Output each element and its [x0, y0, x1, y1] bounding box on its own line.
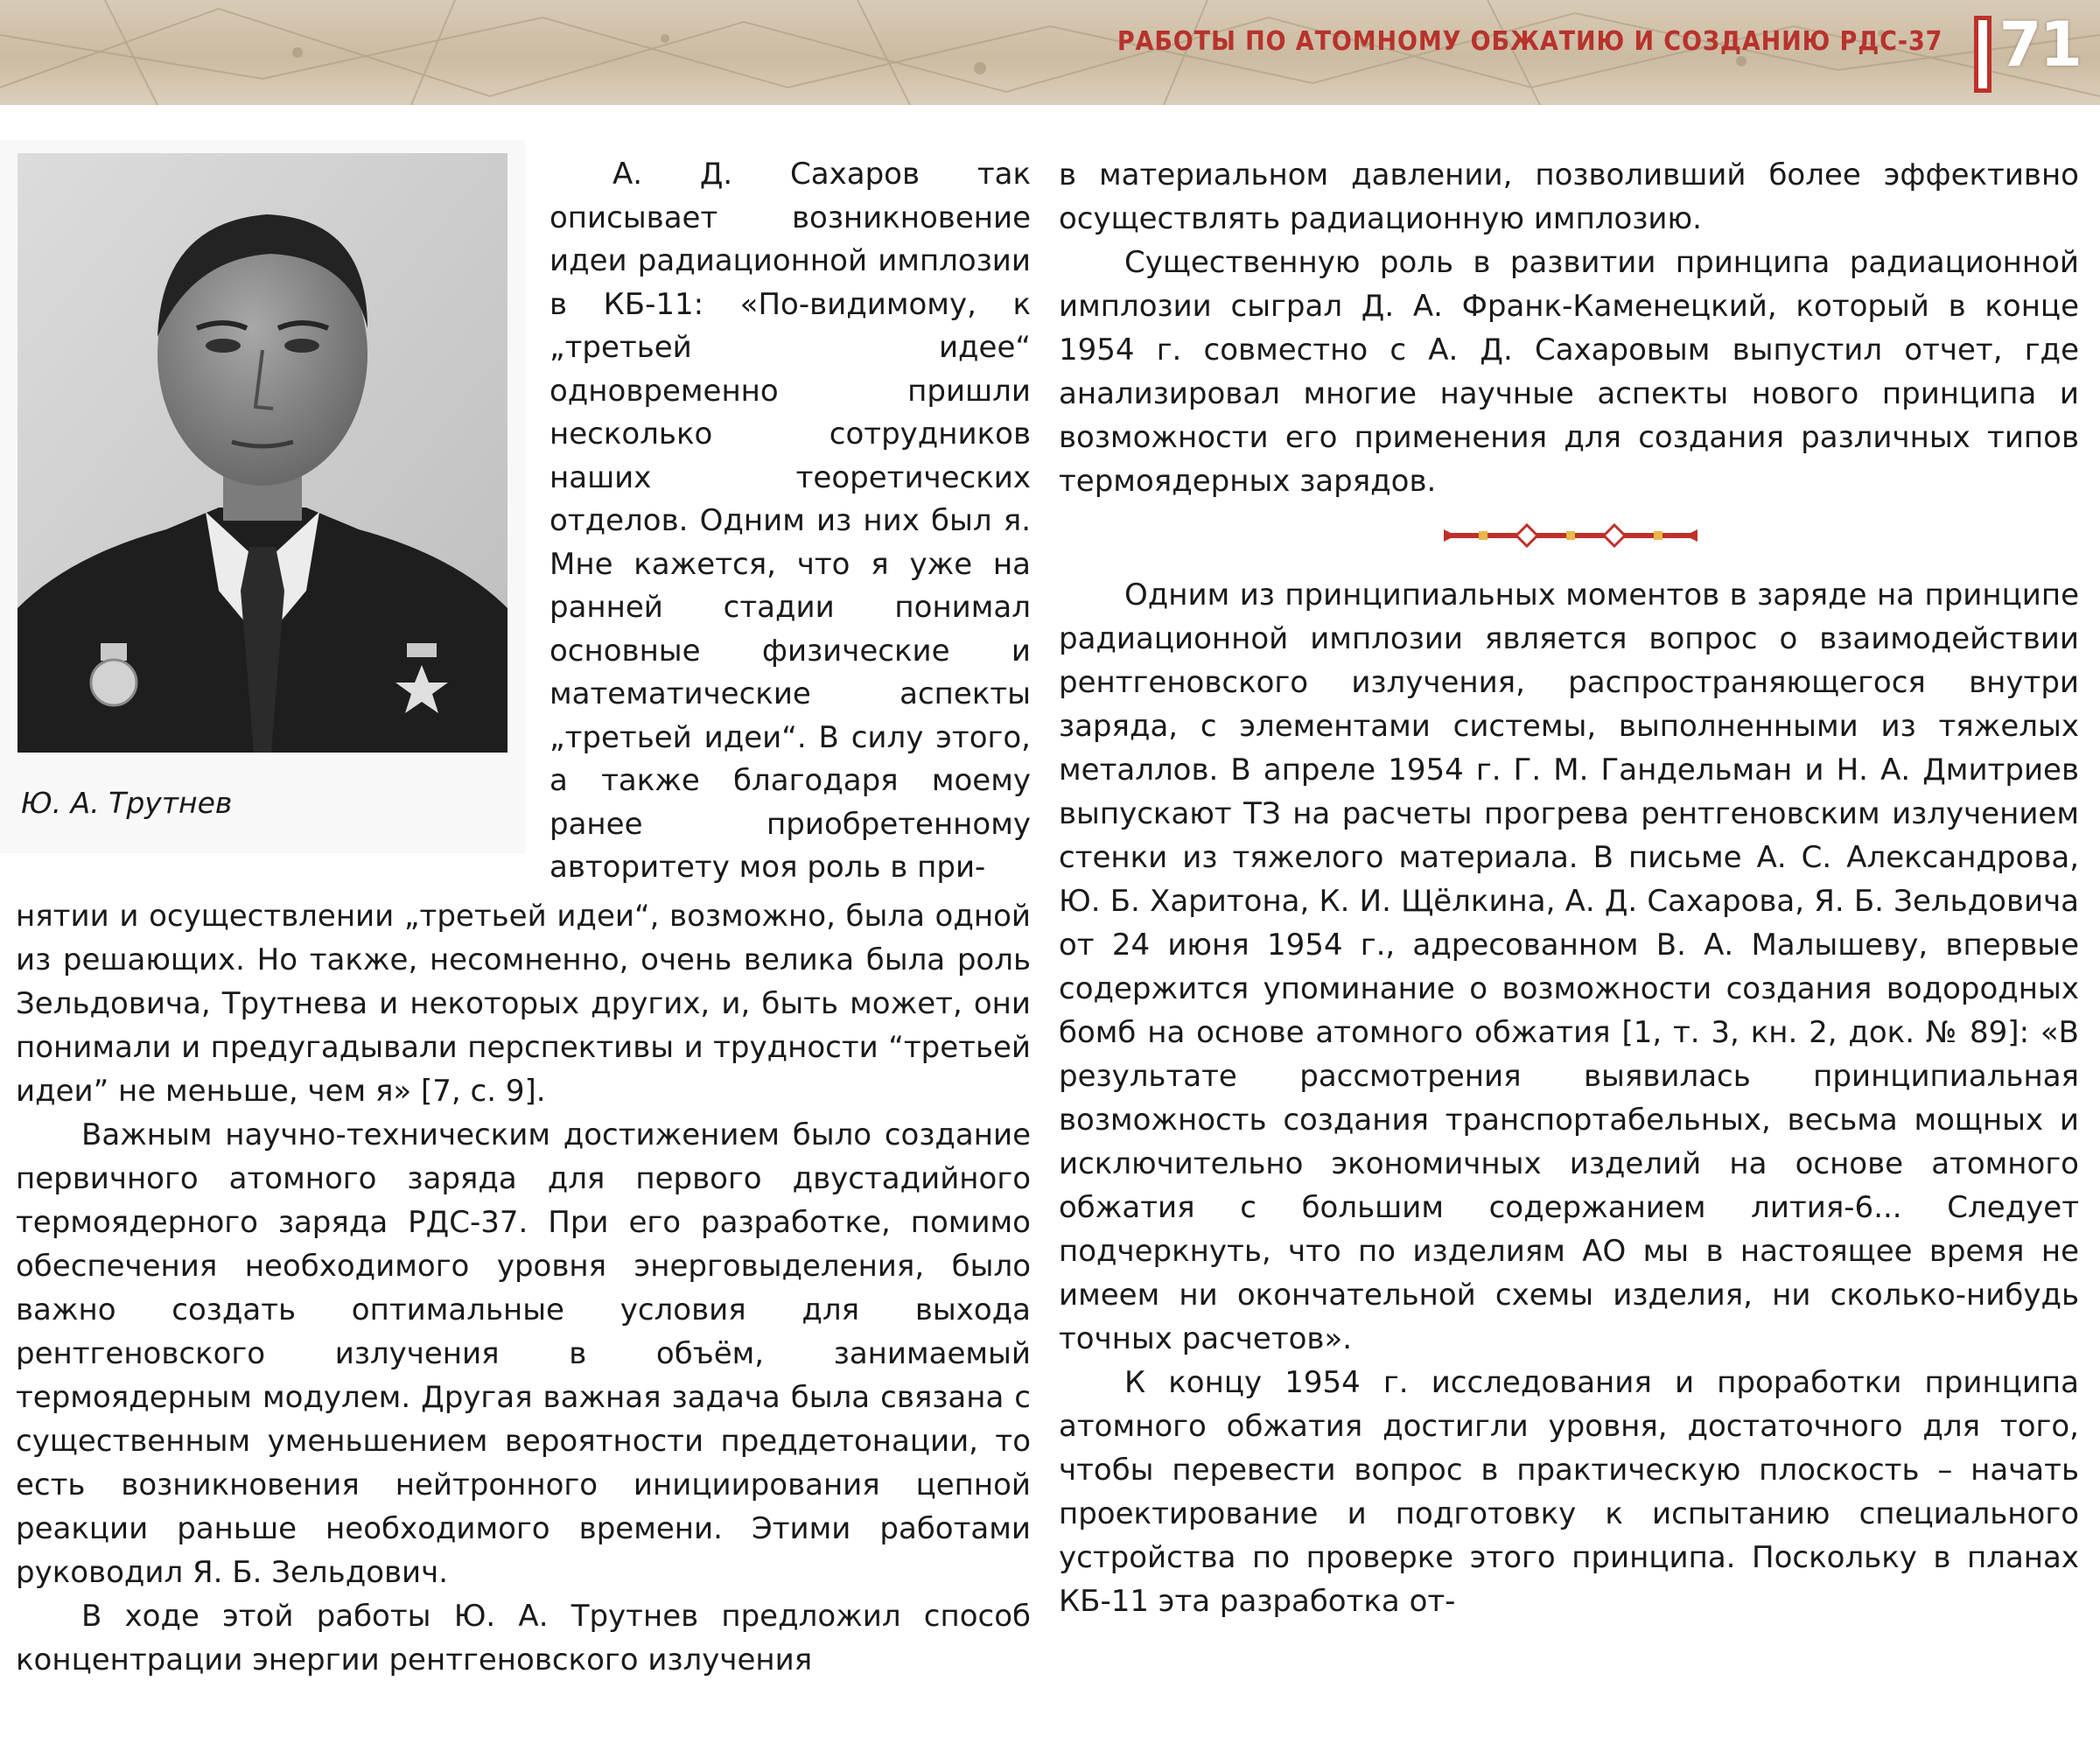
paragraph-end-of-1954: К концу 1954 г. исследования и проработки принципа атомного обжатия достигли уровня, достаточного для того, чтобы перевести вопрос в практическую плоскость – начать проектирование и подготовку к испытанию специального устройства по проверке этого принципа. Поскольку в планах КБ-11 эта разработка от-	[1059, 1365, 2079, 1619]
section-divider-ornament	[1444, 522, 1698, 549]
paragraph-sakharov-quote-end: нятии и осуществлении „третьей идеи“, возможно, была одной из решающих. Но также, несомненно, очень велика была роль Зельдовича, Трутнева и некоторых других, и, быть может, они понимали и предугадывали перспективы и трудности “третьей идеи” не меньше, чем я» [7, с. 9].	[16, 899, 1031, 1109]
right-column	[1059, 153, 2079, 1623]
figure-caption: Ю. А. Трутнев	[21, 786, 233, 820]
left-narrow-text	[550, 153, 1031, 890]
paragraph-sakharov-quote-start: А. Д. Сахаров так описывает возникновение идеи радиационной имплозии в КБ-11: «По-видимому, к „третьей идее“ одновременно пришли несколько сотрудников наших теоретических отделов. Одним из них был я. Мне кажется, что я уже на ранней стадии понимал основные физические и математические аспекты „третьей идеи“. В силу этого, а также благодаря моему ранее приобретенному авторитету моя роль в при-	[550, 157, 1031, 885]
paragraph-primary-charge: Важным научно-техническим достижением было создание первичного атомного заряда для первого двустадийного термоядерного заряда РДС-37. При его разработке, помимо обеспечения необходимого уровня энерговыделения, было важно создать оптимальные условия для выхода рентгеновского излучения в объём, занимаемый термоядерным модулем. Другая важная задача была связана с существенным уменьшением вероятности преддетонации, то есть возникновения нейтронного инициирования цепной реакции раньше необходимого времени. Этими работами руководил Я. Б. Зельдович.	[16, 1117, 1031, 1590]
left-column	[16, 894, 1031, 1682]
paragraph-trutnev-method: В ходе этой работы Ю. А. Трутнев предложил способ концентрации энергии рентгеновского излучения	[16, 1599, 1031, 1677]
portrait-photo	[18, 153, 508, 753]
page-number: 71	[1998, 9, 2081, 81]
running-head: РАБОТЫ ПО АТОМНОМУ ОБЖАТИЮ И СОЗДАНИЮ РДС-37	[1116, 26, 1942, 57]
paragraph-frank-kamenetsky: Существенную роль в развитии принципа радиационной имплозии сыграл Д. А. Франк-Каменецкий, который в конце 1954 г. совместно с А. Д. Сахаровым выпустил отчет, где анализировал многие научные аспекты нового принципа и возможности его применения для создания различных типов термоядерных зарядов.	[1059, 245, 2079, 499]
paragraph-xray-interaction: Одним из принципиальных моментов в заряде на принципе радиационной имплозии является вопрос о взаимодействии рентгеновского излучения, распространяющегося внутри заряда, с элементами системы, выполненными из тяжелых металлов. В апреле 1954 г. Г. М. Гандельман и Н. А. Дмитриев выпускают ТЗ на расчеты прогрева рентгеновским излучением стенки из тяжелого материала. В письме А. С. Александрова, Ю. Б. Харитона, К. И. Щёлкина, А. Д. Сахарова, Я. Б. Зельдовича от 24 июня 1954 г., адресованном В. А. Малышеву, впервые содержится упоминание о возможности создания водородных бомб на основе атомного обжатия [1, т. 3, кн. 2, док. № 89]: «В результате рассмотрения выявилась принципиальная возможность создания транспортабельных, весьма мощных и исключительно экономичных изделий на основе атомного обжатия с большим содержанием лития-6... Следует подчеркнуть, что по изделиям АО мы в настоящее время не имеем ни окончательной схемы изделия, ни сколько-нибудь точных расчетов».	[1059, 578, 2079, 1356]
page-header	[0, 0, 2100, 105]
header-accent-bar	[1974, 16, 1992, 93]
paragraph-material-pressure: в материальном давлении, позволивший более эффективно осуществлять радиационную имплозию.	[1059, 158, 2079, 236]
